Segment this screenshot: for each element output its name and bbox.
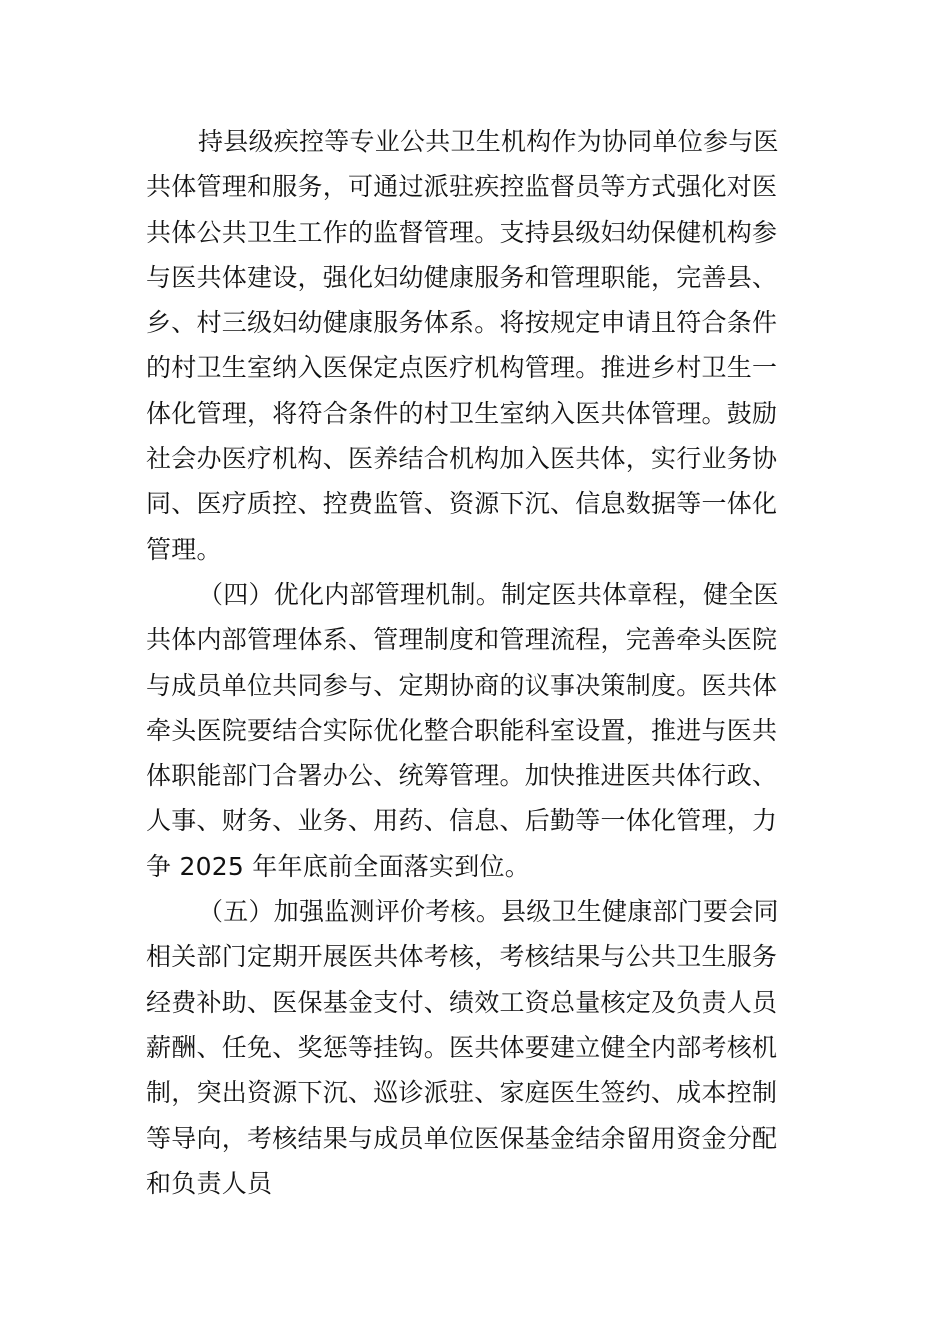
text-line: 持县级疾控等专业公共卫生机构作为协同单位参与医	[198, 127, 779, 156]
text-line: 人事、财务、业务、用药、信息、后勤等一体化管理，力	[146, 806, 778, 836]
text-line: 等导向，考核结果与成员单位医保基金结余留用资金分配	[146, 1123, 778, 1153]
text-line: 薪酬、任免、奖惩等挂钩。医共体要建立健全内部考核机	[146, 1032, 778, 1062]
text-line: 同、医疗质控、控费监管、资源下沉、信息数据等一体化	[146, 489, 778, 519]
text-line: 争 2025 年年底前全面落实到位。	[146, 851, 531, 881]
text-line: 体职能部门合署办公、统筹管理。加快推进医共体行政、	[146, 761, 778, 791]
text-line: 共体管理和服务，可通过派驻疾控监督员等方式强化对医	[146, 172, 778, 202]
text-line: 和负责人员	[146, 1168, 273, 1198]
section-heading-line: （五）加强监测评价考核。县级卫生健康部门要会同	[198, 897, 779, 927]
text-line: 乡、村三级妇幼健康服务体系。将按规定申请且符合条件	[146, 308, 778, 338]
text-line: 社会办医疗机构、医养结合机构加入医共体，实行业务协	[146, 444, 778, 474]
text-line: 与成员单位共同参与、定期协商的议事决策制度。医共体	[146, 670, 778, 700]
text-line: 的村卫生室纳入医保定点医疗机构管理。推进乡村卫生一	[146, 353, 778, 383]
text-line: 制，突出资源下沉、巡诊派驻、家庭医生签约、成本控制	[146, 1078, 778, 1108]
body-text	[146, 119, 811, 1206]
text-line: 经费补助、医保基金支付、绩效工资总量核定及负责人员	[146, 987, 778, 1017]
text-line: 共体内部管理体系、管理制度和管理流程，完善牵头医院	[146, 625, 778, 655]
section-heading-line: （四）优化内部管理机制。制定医共体章程，健全医	[198, 579, 779, 609]
text-line: 相关部门定期开展医共体考核，考核结果与公共卫生服务	[146, 942, 778, 972]
text-line: 共体公共卫生工作的监督管理。支持县级妇幼保健机构参	[146, 217, 778, 247]
text-line: 牵头医院要结合实际优化整合职能科室设置，推进与医共	[146, 715, 778, 745]
text-line: 体化管理，将符合条件的村卫生室纳入医共体管理。鼓励	[146, 398, 778, 428]
text-line: 与医共体建设，强化妇幼健康服务和管理职能，完善县、	[146, 262, 778, 292]
text-line: 管理。	[146, 534, 222, 564]
